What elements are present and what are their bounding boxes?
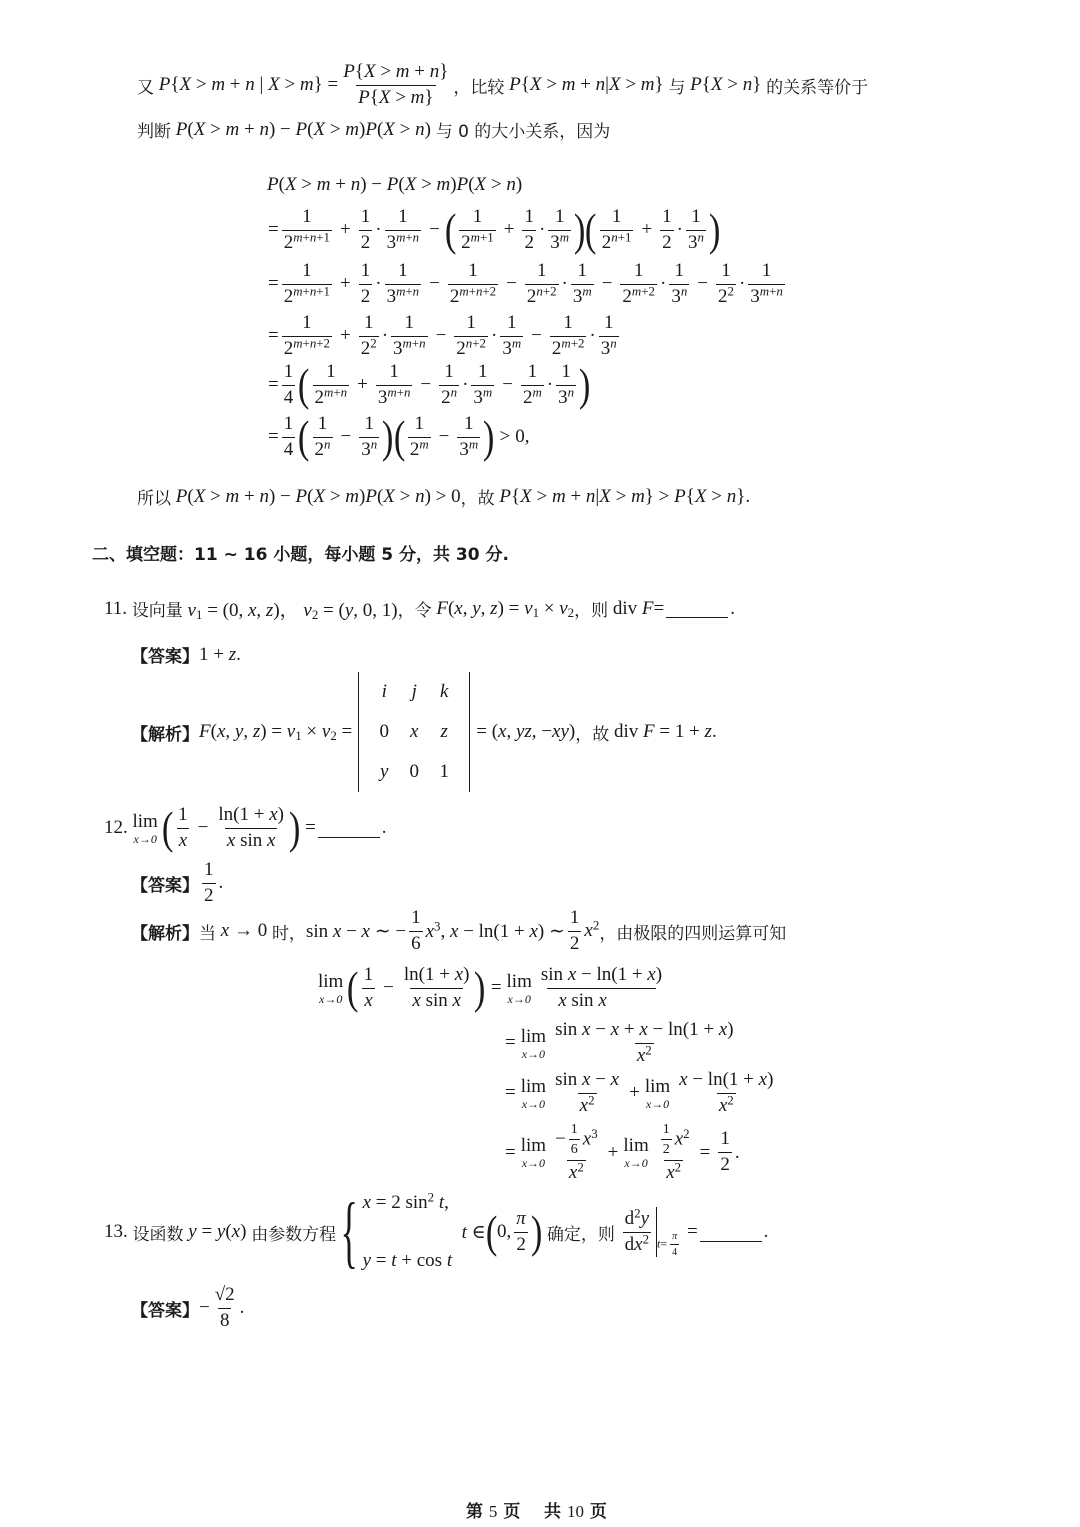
section-heading: 二、填空题：11 ~ 16 小题，每小题 5 分，共 30 分. [92,545,509,565]
derivation-line-4: = $\frac{1}{4}$ ( $\frac{1}{2^{m+n}}$ + $\frac{1}{3^{m+n}}$ − $\frac{1}{2^n}$ · $\frac{1}{3^m}$ − $\frac{1}{2^m}$ · $\frac{1}{3^n}$ ) [268,359,591,411]
left-brace: { [340,1188,359,1276]
answer-blank [700,1223,762,1242]
proof-intro-line2: 判断 P(X > m + n) − P(X > m)P(X > n) 与 0 的大小关系，因为 [137,118,611,142]
q13-prompt: 13. 设函数 y = y(x) 由参数方程 { x = 2 $\sin^2 t$, y = t + cos t t ∈ ( 0, $\frac{\pi}{2}$ ) 确定，则 $\frac{d^2y}{dx^2}$ t= $\frac{\pi}{4}$ = . [104,1188,769,1276]
derivation-line-3: = $\frac{1}{2^{m+n+2}}$ + $\frac{1}{2^2}$ · $\frac{1}{3^{m+n}}$ − $\frac{1}{2^{n+2}}$ · $\frac{1}{3^m}$ − $\frac{1}{2^{m+2}}$ · $\frac{1}{3^n}$ [268,312,617,359]
q11-answer: 【答案】 1 + z. [131,643,241,667]
limit-derivation-line-4: = lim x→0 − $\frac{1}{6}$ $x^3$ $x^2$ + lim x→0 $\frac{1}{2}$ $x^2$ $x^2$ = $\frac{1}{2}$ . [505,1122,740,1183]
derivation-line-2: = $\frac{1}{2^{m+n+1}}$ + $\frac{1}{2}$ · $\frac{1}{3^{m+n}}$ − $\frac{1}{2^{m+n+2}}$ − $\frac{1}{2^{n+2}}$ · $\frac{1}{3^m}$ − $\frac{1}{2^{m+2}}$ · $\frac{1}{3^n}$ − $\frac{1}{2^2}$ · $\frac{1}{3^{m+n}}$ [268,260,783,307]
q13-answer: 【答案】 − $\frac{√2}{8}$ . [131,1284,245,1331]
proof-conclusion: 所以 P(X > m + n) − P(X > m)P(X > n) > 0 ，故 P{X > m + n|X > m} > P{X > n}. [137,485,751,509]
q11-analysis: 【解析】 F(x, y, $z) = v_1 \times v_2$ = i j k 0 x z y 0 1 = (x, yz, −xy) ，故 div F = 1 + z. [131,672,717,792]
conditional-prob: P{X > m + n | X > m} = [158,74,339,96]
limit-derivation-line-3: = lim x→0 $\frac{\text{sin x − x}}{x^2}$ + lim x→0 $\frac{x - \ln(1 + x)}{x^2}$ [505,1069,774,1116]
q12-prompt: 12. lim x→0 ( $\frac{1}{x}$ − $\frac{\ln(1 + x)}{\text{x sin x}}$ ) = . [104,802,387,854]
q12-analysis: 【解析】 当 x → 0 时， sin x − x ∼ − $\frac{1}{6}$ $x^3$, x − ln(1 + x) ∼ $\frac{1}{2}$ $x^2$ ，由极限的四则运算可知 [131,907,787,954]
proof-intro-line1: 又 P{X > m + n | X > m} = $\frac{P\{X > m + n\}}{P\{X > m\}}$ ，比较 P{X > m + n|X > m} 与 P{X > n} 的关系等价于 [137,61,869,108]
answer-blank [666,599,728,618]
q12-answer: 【答案】 $\frac{1}{2}$ . [131,859,224,906]
answer-blank [318,819,380,838]
derivation-line-5: = $\frac{1}{4}$ ( $\frac{1}{2^n}$ − $\frac{1}{3^n}$ ) ( $\frac{1}{2^m}$ − $\frac{1}{3^m}$ ) > 0, [268,411,530,463]
derivation-line-1: = $\frac{1}{2^{m+n+1}}$ + $\frac{1}{2}$ · $\frac{1}{3^{m+n}}$ − ( $\frac{1}{2^{m+1}}$ + $\frac{1}{2}$ · $\frac{1}{3^m}$ ) ( $\frac{1}{2^{n+1}}$ + $\frac{1}{2}$ · $\frac{1}{3^n}$ ) [268,204,721,256]
parametric-system: x = 2 $\sin^2 t$, y = t + cos t [362,1189,453,1271]
conditional-prob-fraction: $\frac{P\{X > m + n\}}{P\{X > m\}}$ [343,61,449,108]
determinant-matrix: i j k 0 x z y 0 1 [358,672,470,792]
limit-derivation-line-2: = lim x→0 $\frac{\text{sin x − x + x − ln(1 + x)}}{x^2}$ [505,1019,734,1066]
derivation-line-0: P(X > m + n) − P(X > m)P(X > n) [267,174,523,195]
q11-prompt: 11. 设向量 $v_1 = (0$, x, z)， $v_2 = (y$, 0, 1) ，令 F(x, y, $z) = v_1 \times v_2$ ，则 div F= . [104,597,735,623]
page-footer: 第 5 页 共 10 页 [466,1502,607,1522]
limit-derivation-line-1: lim x→0 ( $\frac{1}{x}$ − $\frac{\ln(1 + x)}{\text{x sin x}}$ ) = lim x→0 $\frac{\text{sin x − ln(1 + x)}}{\text{x sin x}}$ [318,962,663,1014]
